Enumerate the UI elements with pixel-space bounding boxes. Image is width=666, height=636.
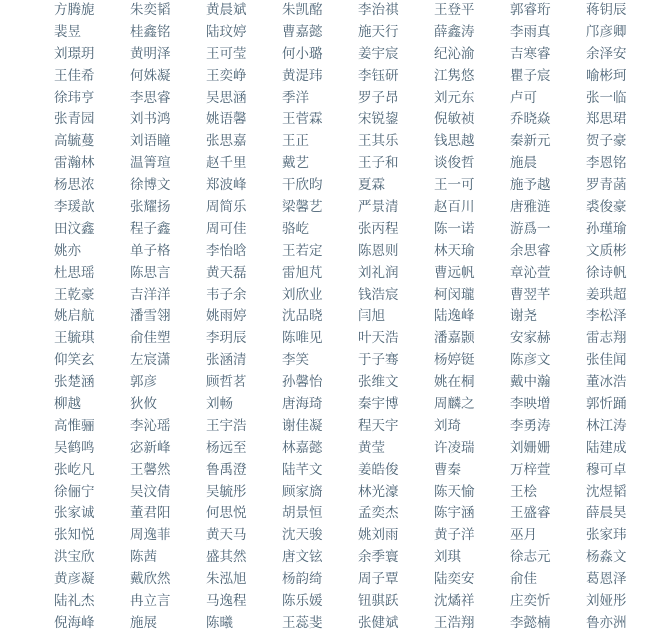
name-row <box>54 131 666 153</box>
name-cell: 吴毓彤 <box>206 483 247 500</box>
name-cell: 周逸菲 <box>130 527 171 544</box>
name-row <box>54 460 666 482</box>
name-cell: 朱奕韬 <box>130 2 171 18</box>
name-cell: 左宸潇 <box>130 352 171 369</box>
name-cell: 季洋 <box>282 89 309 106</box>
name-cell: 张健斌 <box>358 614 399 631</box>
name-cell: 何思悦 <box>206 505 247 522</box>
name-cell: 喻彬珂 <box>586 67 627 84</box>
name-cell: 林嘉懿 <box>282 439 323 456</box>
name-cell: 林天瑜 <box>434 242 475 259</box>
name-cell: 桂鑫铭 <box>130 23 171 40</box>
name-cell: 柳越 <box>54 396 81 413</box>
name-row <box>54 547 666 569</box>
name-cell: 吴鹤鸣 <box>54 439 95 456</box>
name-cell: 王盛睿 <box>510 505 551 522</box>
name-cell: 张青园 <box>54 111 95 128</box>
name-cell: 施天行 <box>358 23 399 40</box>
name-cell: 徐俪宁 <box>54 483 95 500</box>
name-cell: 郭睿珩 <box>510 2 551 18</box>
name-cell: 江隽悠 <box>434 67 475 84</box>
name-cell: 李懿楠 <box>510 614 551 631</box>
name-row <box>54 591 666 613</box>
name-cell: 刘畅 <box>206 396 233 413</box>
name-cell: 董冰浩 <box>586 374 627 391</box>
name-cell: 刘礼润 <box>358 264 399 281</box>
name-cell: 陆芊文 <box>282 461 323 478</box>
name-cell: 陆逸峰 <box>434 308 475 325</box>
name-cell: 张家玮 <box>586 527 627 544</box>
name-cell: 王蕊斐 <box>282 614 323 631</box>
name-cell: 陈茜 <box>130 549 157 566</box>
name-cell: 潘嘉颢 <box>434 330 475 347</box>
name-cell: 秦新元 <box>510 133 551 150</box>
name-cell: 王正 <box>282 133 309 150</box>
name-cell: 李瑗歆 <box>54 199 95 216</box>
name-cell: 戴中瀚 <box>510 374 551 391</box>
name-cell: 黄彦凝 <box>54 571 95 588</box>
name-cell: 周可佳 <box>206 220 247 237</box>
name-cell: 戴欣然 <box>130 571 171 588</box>
name-row <box>54 263 666 285</box>
name-row <box>54 66 666 88</box>
name-cell: 钱思越 <box>434 133 475 150</box>
name-row <box>54 285 666 307</box>
name-cell: 狄攸 <box>130 396 157 413</box>
name-cell: 余思睿 <box>510 242 551 259</box>
name-cell: 王佳希 <box>54 67 95 84</box>
name-cell: 刘琦 <box>434 417 461 434</box>
name-cell: 徐玮亨 <box>54 89 95 106</box>
name-cell: 沈品晓 <box>282 308 323 325</box>
name-cell: 仰笑玄 <box>54 352 95 369</box>
name-cell: 李沁瑶 <box>130 417 171 434</box>
name-cell: 刘语瞳 <box>130 133 171 150</box>
name-cell: 于子骞 <box>358 352 399 369</box>
name-cell: 吉寒睿 <box>510 45 551 62</box>
name-cell: 雷旭芃 <box>282 264 323 281</box>
name-cell: 陆礼杰 <box>54 593 95 610</box>
name-cell: 盛其然 <box>206 549 247 566</box>
name-cell: 罗青菡 <box>586 177 627 194</box>
name-cell: 冉立言 <box>130 593 171 610</box>
name-cell: 朱泓旭 <box>206 571 247 588</box>
name-cell: 程天宇 <box>358 417 399 434</box>
name-cell: 姚语馨 <box>206 111 247 128</box>
name-cell: 李笑 <box>282 352 309 369</box>
name-cell: 张涵清 <box>206 352 247 369</box>
name-cell: 张知悦 <box>54 527 95 544</box>
name-cell: 张佳闻 <box>586 352 627 369</box>
name-cell: 余季寰 <box>358 549 399 566</box>
name-cell: 张家诚 <box>54 505 95 522</box>
name-cell: 裴昱 <box>54 23 81 40</box>
name-cell: 骆屹 <box>282 220 309 237</box>
name-cell: 文质彬 <box>586 242 627 259</box>
name-cell: 万梓萱 <box>510 461 551 478</box>
name-row <box>54 394 666 416</box>
name-row <box>54 197 666 219</box>
name-cell: 黄明泽 <box>130 45 171 62</box>
name-row <box>54 241 666 263</box>
name-cell: 王浩翔 <box>434 614 475 631</box>
name-cell: 谢佳凝 <box>282 417 323 434</box>
name-cell: 巫月 <box>510 527 537 544</box>
name-cell: 程子鑫 <box>130 220 171 237</box>
name-cell: 裘俊豪 <box>586 199 627 216</box>
name-cell: 田汶鑫 <box>54 220 95 237</box>
name-cell: 刘璟玥 <box>54 45 95 62</box>
name-cell: 杨淼文 <box>586 549 627 566</box>
name-cell: 黄晨斌 <box>206 2 247 18</box>
name-row <box>54 569 666 591</box>
name-cell: 徐诗帆 <box>586 264 627 281</box>
name-cell: 李治祺 <box>358 2 399 18</box>
name-row <box>54 416 666 438</box>
name-cell: 陆奕安 <box>434 571 475 588</box>
name-cell: 郑波峰 <box>206 177 247 194</box>
name-cell: 陈一诺 <box>434 220 475 237</box>
name-cell: 李映增 <box>510 396 551 413</box>
name-row <box>54 219 666 241</box>
name-cell: 林江涛 <box>586 417 627 434</box>
name-cell: 游爲一 <box>510 220 551 237</box>
name-cell: 贺子豪 <box>586 133 627 150</box>
name-cell: 王奕峥 <box>206 67 247 84</box>
name-cell: 陆建成 <box>586 439 627 456</box>
name-cell: 唐文铉 <box>282 549 323 566</box>
name-cell: 王登平 <box>434 2 475 18</box>
name-cell: 李雨真 <box>510 23 551 40</box>
name-cell: 刘姗姗 <box>510 439 551 456</box>
name-cell: 闫旭 <box>358 308 385 325</box>
name-cell: 张丙程 <box>358 220 399 237</box>
name-cell: 曹秦 <box>434 461 461 478</box>
name-row <box>54 613 666 635</box>
name-row <box>54 372 666 394</box>
name-cell: 曹嘉懿 <box>282 23 323 40</box>
name-cell: 周简乐 <box>206 199 247 216</box>
name-cell: 张耀扬 <box>130 199 171 216</box>
name-row <box>54 0 666 22</box>
name-cell: 杨韵绮 <box>282 571 323 588</box>
name-cell: 雷瀚林 <box>54 155 95 172</box>
name-cell: 施晨 <box>510 155 537 172</box>
name-cell: 穆可卓 <box>586 461 627 478</box>
name-cell: 徐博文 <box>130 177 171 194</box>
name-cell: 宋锐鋆 <box>358 111 399 128</box>
name-cell: 王一可 <box>434 177 475 194</box>
name-cell: 郭忻踊 <box>586 396 627 413</box>
name-cell: 钮骐跃 <box>358 593 399 610</box>
name-cell: 王宇浩 <box>206 417 247 434</box>
name-row <box>54 109 666 131</box>
name-cell: 孙馨怡 <box>282 374 323 391</box>
name-cell: 李玥辰 <box>206 330 247 347</box>
name-row <box>54 438 666 460</box>
name-cell: 郑思珺 <box>586 111 627 128</box>
name-cell: 韦子余 <box>206 286 247 303</box>
name-cell: 姚启航 <box>54 308 95 325</box>
name-cell: 杜思瑶 <box>54 264 95 281</box>
name-row <box>54 328 666 350</box>
name-cell: 卢可 <box>510 89 537 106</box>
name-cell: 陈乐媛 <box>282 593 323 610</box>
name-cell: 王乾豪 <box>54 286 95 303</box>
name-cell: 王其乐 <box>358 133 399 150</box>
name-cell: 李思睿 <box>130 89 171 106</box>
name-cell: 沈燏祥 <box>434 593 475 610</box>
name-cell: 吴汶倩 <box>130 483 171 500</box>
name-cell: 徐志元 <box>510 549 551 566</box>
name-cell: 乔晓焱 <box>510 111 551 128</box>
name-cell: 刘书鸿 <box>130 111 171 128</box>
name-cell: 陈恩则 <box>358 242 399 259</box>
name-cell: 姜宇宸 <box>358 45 399 62</box>
name-cell: 杨婷铤 <box>434 352 475 369</box>
name-cell: 夏霖 <box>358 177 385 194</box>
name-cell: 董君阳 <box>130 505 171 522</box>
name-cell: 姜珙超 <box>586 286 627 303</box>
name-cell: 李松泽 <box>586 308 627 325</box>
name-cell: 安家赫 <box>510 330 551 347</box>
name-cell: 陈曦 <box>206 614 233 631</box>
name-cell: 周麟之 <box>434 396 475 413</box>
name-cell: 赵百川 <box>434 199 475 216</box>
name-cell: 严景清 <box>358 199 399 216</box>
name-cell: 雷志翔 <box>586 330 627 347</box>
name-row <box>54 153 666 175</box>
name-row <box>54 482 666 504</box>
name-cell: 宓新峰 <box>130 439 171 456</box>
name-cell: 何小璐 <box>282 45 323 62</box>
name-cell: 孙瑾瑜 <box>586 220 627 237</box>
name-cell: 瞿子宸 <box>510 67 551 84</box>
name-cell: 倪海峰 <box>54 614 95 631</box>
name-cell: 陈彦文 <box>510 352 551 369</box>
name-cell: 秦宇博 <box>358 396 399 413</box>
name-cell: 鲁亦洲 <box>586 614 627 631</box>
name-cell: 陈唯见 <box>282 330 323 347</box>
name-cell: 施展 <box>130 614 157 631</box>
name-cell: 曹远帆 <box>434 264 475 281</box>
name-cell: 沈煜韬 <box>586 483 627 500</box>
name-cell: 纪沁渝 <box>434 45 475 62</box>
name-cell: 张屹凡 <box>54 461 95 478</box>
name-cell: 钱浩宸 <box>358 286 399 303</box>
name-cell: 干欣昀 <box>282 177 323 194</box>
name-cell: 王桧 <box>510 483 537 500</box>
name-cell: 姚亦 <box>54 242 81 259</box>
name-row <box>54 525 666 547</box>
name-cell: 陈思言 <box>130 264 171 281</box>
name-cell: 余泽安 <box>586 45 627 62</box>
name-cell: 薛晨昊 <box>586 505 627 522</box>
name-cell: 顾哲茗 <box>206 374 247 391</box>
name-cell: 黄莹 <box>358 439 385 456</box>
name-row <box>54 22 666 44</box>
name-cell: 王毓琪 <box>54 330 95 347</box>
name-cell: 姚雨婷 <box>206 308 247 325</box>
name-cell: 姜皓俊 <box>358 461 399 478</box>
name-cell: 孟奕杰 <box>358 505 399 522</box>
name-cell: 李勇涛 <box>510 417 551 434</box>
name-cell: 刘琪 <box>434 549 461 566</box>
name-cell: 顾家旖 <box>282 483 323 500</box>
name-cell: 杨思浓 <box>54 177 95 194</box>
name-cell: 邝彦卿 <box>586 23 627 40</box>
name-cell: 陆玟婷 <box>206 23 247 40</box>
name-row <box>54 306 666 328</box>
name-cell: 施予越 <box>510 177 551 194</box>
name-cell: 叶天浩 <box>358 330 399 347</box>
name-cell: 曹翌芊 <box>510 286 551 303</box>
name-cell: 吉洋洋 <box>130 286 171 303</box>
name-grid <box>54 0 666 635</box>
name-cell: 许凌瑞 <box>434 439 475 456</box>
name-cell: 高毓蔓 <box>54 133 95 150</box>
name-cell: 姚在桐 <box>434 374 475 391</box>
name-cell: 温箐瑄 <box>130 155 171 172</box>
name-cell: 章沁萱 <box>510 264 551 281</box>
name-cell: 潘雪翎 <box>130 308 171 325</box>
name-cell: 谈俊哲 <box>434 155 475 172</box>
name-cell: 刘元东 <box>434 89 475 106</box>
name-cell: 谢尧 <box>510 308 537 325</box>
name-cell: 唐雅涟 <box>510 199 551 216</box>
name-cell: 戴艺 <box>282 155 309 172</box>
name-cell: 张一临 <box>586 89 627 106</box>
name-row <box>54 175 666 197</box>
name-cell: 吴思涵 <box>206 89 247 106</box>
name-cell: 朱凯酩 <box>282 2 323 18</box>
name-cell: 王子和 <box>358 155 399 172</box>
name-cell: 周子覃 <box>358 571 399 588</box>
name-row <box>54 350 666 372</box>
name-cell: 俞佳塑 <box>130 330 171 347</box>
name-cell: 王菅霖 <box>282 111 323 128</box>
name-cell: 张楚涵 <box>54 374 95 391</box>
name-cell: 沈天骏 <box>282 527 323 544</box>
name-cell: 俞佳 <box>510 571 537 588</box>
name-cell: 何姝凝 <box>130 67 171 84</box>
name-cell: 陈宇涵 <box>434 505 475 522</box>
name-cell: 鲁禹澄 <box>206 461 247 478</box>
name-cell: 王若定 <box>282 242 323 259</box>
name-cell: 薛鑫涛 <box>434 23 475 40</box>
name-cell: 柯闵瓏 <box>434 286 475 303</box>
name-cell: 胡景恒 <box>282 505 323 522</box>
name-cell: 李怡晗 <box>206 242 247 259</box>
name-cell: 高惟骊 <box>54 417 95 434</box>
name-cell: 黄湜玮 <box>282 67 323 84</box>
name-cell: 陈天愉 <box>434 483 475 500</box>
name-cell: 张维文 <box>358 374 399 391</box>
name-cell: 洪宝欣 <box>54 549 95 566</box>
name-cell: 王可莹 <box>206 45 247 62</box>
name-cell: 杨远至 <box>206 439 247 456</box>
name-row <box>54 503 666 525</box>
name-cell: 赵千里 <box>206 155 247 172</box>
name-cell: 刘娅彤 <box>586 593 627 610</box>
name-cell: 刘欣业 <box>282 286 323 303</box>
name-cell: 方腾旎 <box>54 2 95 18</box>
name-cell: 唐海琦 <box>282 396 323 413</box>
name-cell: 梁馨艺 <box>282 199 323 216</box>
name-cell: 王馨然 <box>130 461 171 478</box>
name-cell: 郭彦 <box>130 374 157 391</box>
name-cell: 李恩铭 <box>586 155 627 172</box>
name-cell: 葛恩泽 <box>586 571 627 588</box>
name-cell: 张思嘉 <box>206 133 247 150</box>
name-cell: 黄子洋 <box>434 527 475 544</box>
name-row <box>54 44 666 66</box>
name-cell: 蒋钥辰 <box>586 2 627 18</box>
name-cell: 林光濠 <box>358 483 399 500</box>
name-row <box>54 88 666 110</box>
name-cell: 倪敏祯 <box>434 111 475 128</box>
name-cell: 姚刘雨 <box>358 527 399 544</box>
name-cell: 黄天马 <box>206 527 247 544</box>
name-cell: 单子格 <box>130 242 171 259</box>
name-cell: 罗子昂 <box>358 89 399 106</box>
name-cell: 黄天磊 <box>206 264 247 281</box>
name-cell: 马逸程 <box>206 593 247 610</box>
name-cell: 李钰研 <box>358 67 399 84</box>
name-cell: 庄奕忻 <box>510 593 551 610</box>
